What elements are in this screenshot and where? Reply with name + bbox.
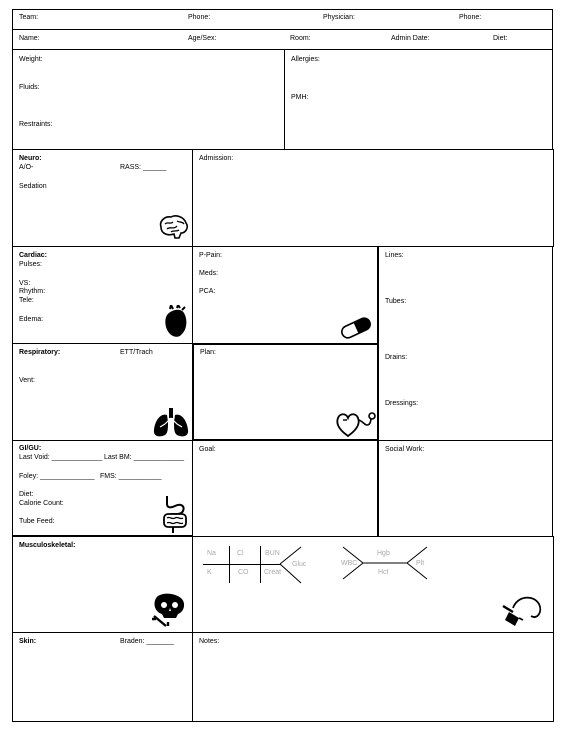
labs-box <box>192 536 554 633</box>
pain-box <box>192 246 379 344</box>
lab-gluc: Gluc <box>292 561 307 568</box>
lab-wbc: WBC <box>341 560 358 567</box>
respiratory-title: Respiratory: <box>19 349 61 356</box>
gigu-box <box>12 440 193 537</box>
tele-label: Tele: <box>19 297 34 304</box>
pulses-label: Pulses: <box>19 261 42 268</box>
gi-diet-label: Diet: <box>19 491 34 498</box>
notes-box <box>192 632 554 722</box>
dressings-label: Dressings: <box>385 400 419 407</box>
notes-label: Notes: <box>199 638 220 645</box>
neuro-box <box>12 149 193 247</box>
vent-label: Vent: <box>19 377 35 384</box>
neuro-title: Neuro: <box>19 155 42 162</box>
lungs-icon <box>153 408 189 438</box>
room-label: Room: <box>290 35 311 42</box>
skin-box <box>12 632 193 722</box>
lab-co: CO <box>238 569 249 576</box>
social-work-label: Social Work: <box>385 446 425 453</box>
social-work-box <box>378 440 553 537</box>
admission-box <box>192 149 554 247</box>
pca-label: PCA: <box>199 288 216 295</box>
plan-box <box>192 343 379 441</box>
plan-label: Plan: <box>200 349 216 356</box>
respiratory-box <box>12 343 193 441</box>
goal-label: Goal: <box>199 446 216 453</box>
pill-icon <box>339 317 373 339</box>
brain-icon <box>157 214 189 240</box>
bmp-divider-1 <box>229 546 230 583</box>
sedation-label: Sedation <box>19 183 47 190</box>
allergies-box <box>284 49 553 150</box>
physician-label: Physician: <box>323 14 355 21</box>
pmh-label: PMH: <box>291 94 309 101</box>
meds-label: Meds: <box>199 270 219 277</box>
vs-label: VS: <box>19 280 31 287</box>
goal-box <box>192 440 379 537</box>
age-sex-label: Age/Sex: <box>188 35 217 42</box>
cardiac-box <box>12 246 193 344</box>
restraints-label: Restraints: <box>19 121 53 128</box>
musculoskeletal-box <box>12 536 193 633</box>
foley-label: Foley: ______________ <box>19 473 95 480</box>
edema-label: Edema: <box>19 316 44 323</box>
rass-label: RASS: ______ <box>120 164 167 171</box>
syringe-icon <box>499 592 545 628</box>
lab-k: K <box>207 569 212 576</box>
tube-feed-label: Tube Feed: <box>19 518 55 525</box>
bmp-divider-2 <box>260 546 261 583</box>
diet-label: Diet: <box>493 35 508 42</box>
fluids-label: Fluids: <box>19 84 40 91</box>
bmp-horizontal-line <box>203 564 281 565</box>
lab-creat: Creat <box>264 569 282 576</box>
lab-hgb: Hgb <box>377 550 390 557</box>
last-bm-label: Last BM: _____________ <box>104 454 185 461</box>
musculoskeletal-title: Musculoskeletal: <box>19 542 76 549</box>
calorie-count-label: Calorie Count: <box>19 500 64 507</box>
ett-trach-label: ETT/Trach <box>120 349 153 356</box>
physician-phone-label: Phone: <box>459 14 482 21</box>
skin-title: Skin: <box>19 638 37 645</box>
patient-row <box>12 29 553 50</box>
lab-bun: BUN <box>265 550 280 557</box>
cardiac-title: Cardiac: <box>19 252 48 259</box>
lines-box <box>378 246 553 441</box>
tubes-label: Tubes: <box>385 298 407 305</box>
drains-label: Drains: <box>385 354 408 361</box>
weight-label: Weight: <box>19 56 43 63</box>
heart-icon <box>163 305 189 339</box>
phone-label: Phone: <box>188 14 211 21</box>
digestive-system-icon <box>161 496 189 534</box>
name-label: Name: <box>19 35 40 42</box>
ao-label: A/O- <box>19 164 34 171</box>
general-box <box>12 49 285 150</box>
skull-bone-icon <box>150 592 188 628</box>
braden-label: Braden: _______ <box>120 638 174 645</box>
stethoscope-heart-icon <box>334 411 378 439</box>
lab-hct: Hct <box>378 569 389 576</box>
lines-label: Lines: <box>385 252 404 259</box>
rhythm-label: Rhythm: <box>19 288 46 295</box>
fms-label: FMS: ___________ <box>100 473 162 480</box>
lab-cl: Cl <box>237 550 244 557</box>
gigu-title: GI/GU: <box>19 445 42 452</box>
header-row <box>12 9 553 30</box>
last-void-label: Last Void: _____________ <box>19 454 103 461</box>
admin-date-label: Admin Date: <box>391 35 430 42</box>
allergies-label: Allergies: <box>291 56 320 63</box>
team-label: Team: <box>19 14 39 21</box>
pain-title: P-Pain: <box>199 252 222 259</box>
admission-label: Admission: <box>199 155 234 162</box>
lab-na: Na <box>207 550 216 557</box>
lab-plt: Plt <box>416 560 425 567</box>
